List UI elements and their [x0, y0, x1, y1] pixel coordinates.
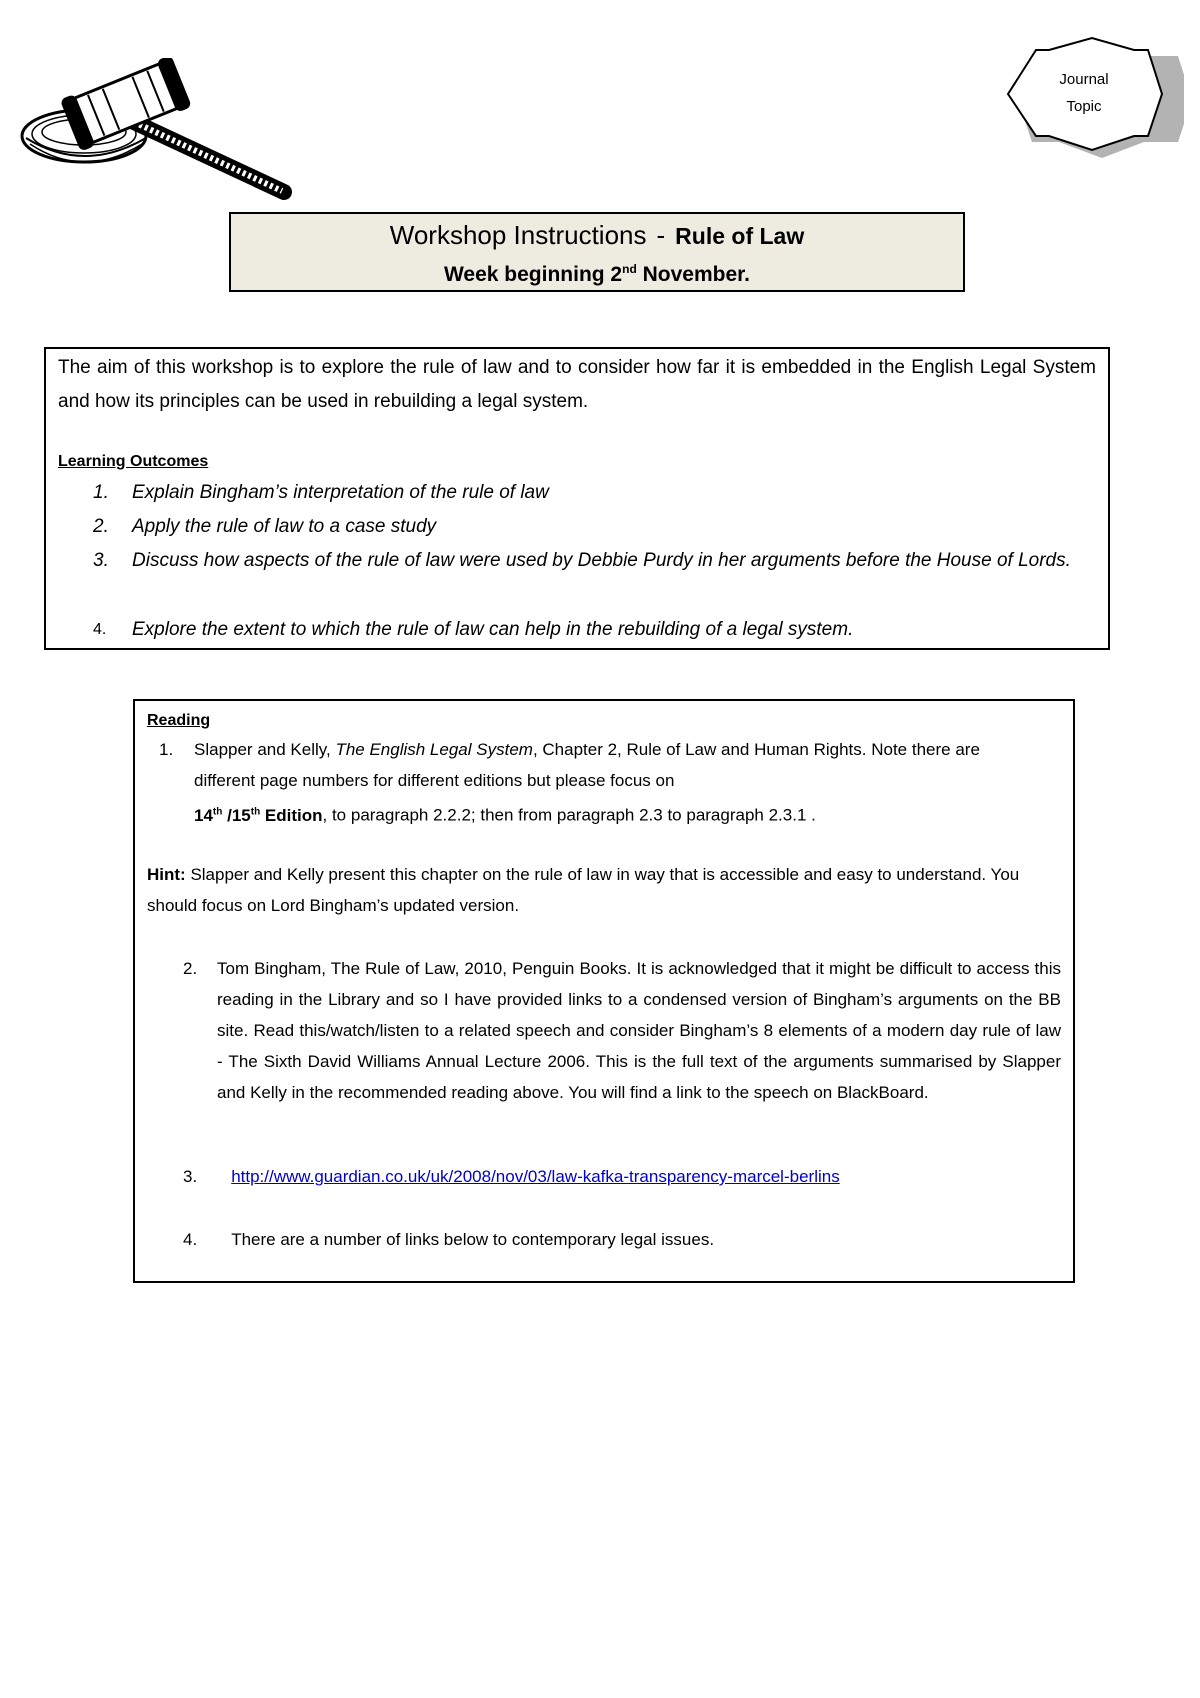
book-title: The English Legal System	[335, 740, 533, 759]
outcome-number: 1.	[93, 482, 109, 503]
learning-outcome-item	[58, 510, 1096, 544]
hint-text: Slapper and Kelly present this chapter on the rule of law in way that is accessible and easy to understand. You should focus on Lord Bingham’s updated version.	[147, 865, 1020, 915]
title-box	[229, 212, 965, 292]
aim-box	[44, 347, 1110, 650]
outcome-text: Apply the rule of law to a case study	[132, 516, 437, 537]
reading-item-text	[194, 734, 1035, 831]
reading-item-number: 1.	[159, 740, 174, 759]
reading-heading: Reading	[147, 712, 211, 729]
title-main: Workshop Instructions	[389, 220, 647, 250]
week-line	[231, 262, 963, 287]
outcome-number: 3.	[93, 550, 109, 571]
outcome-text: Explore the extent to which the rule of law can help in the rebuilding of a legal system.	[132, 619, 854, 640]
title-dash: -	[656, 220, 666, 250]
edition-label: 14th /15th Edition	[194, 805, 323, 825]
learning-outcomes-heading: Learning Outcomes	[58, 453, 209, 470]
week-sup: nd	[622, 262, 637, 276]
reading-item-number: 2.	[183, 959, 198, 978]
reading-item-number: 3.	[183, 1167, 198, 1186]
reading-item	[171, 953, 1061, 1108]
outcome-number: 2.	[93, 516, 109, 537]
page-title	[231, 220, 963, 251]
reading-item-text: Tom Bingham, The Rule of Law, 2010, Penguin Books. It is acknowledged that it might be difficult to access this reading in the Library and so I have provided links to a condensed version of Bingham’s arguments on the BB site. Read this/watch/listen to a related speech and consider Bingham’s 8 elements of a modern day rule of law - The Sixth David Williams Annual Lecture 2006. This is the full text of the arguments summarised by Slapper and Kelly in the recommended reading above. You will find a link to the speech on BlackBoard.	[217, 959, 1061, 1102]
reading-text-part: Slapper and Kelly,	[194, 740, 336, 759]
guardian-link[interactable]: http://www.guardian.co.uk/uk/2008/nov/03/law-kafka-transparency-marcel-berlins	[231, 1167, 840, 1186]
reading-text-part: , Chapter 2, Rule of Law and Human Rights. Note there are different page numbers for different editions but please focus on	[194, 740, 980, 790]
reading-item	[183, 1224, 714, 1255]
reading-item-text: There are a number of links below to contemporary legal issues.	[231, 1230, 715, 1249]
journal-label: Journal	[1059, 71, 1109, 88]
reading-item	[147, 734, 1035, 831]
title-subject: Rule of Law	[675, 223, 805, 249]
reading-item-number: 4.	[183, 1230, 198, 1249]
reading-box	[133, 699, 1075, 1283]
hint-paragraph	[147, 859, 1045, 921]
learning-outcome-item	[58, 476, 1096, 510]
week-suffix: November.	[636, 263, 751, 286]
outcome-number: 4.	[93, 621, 107, 638]
gavel-icon	[14, 58, 304, 203]
aim-text: The aim of this workshop is to explore the rule of law and to consider how far it is embedded in the English Legal System and how its principles can be used in rebuilding a legal system.	[58, 357, 1096, 412]
outcome-text: Explain Bingham’s interpretation of the rule of law	[132, 482, 549, 503]
outcome-text: Discuss how aspects of the rule of law were used by Debbie Purdy in her arguments before the House of Lords.	[132, 550, 1071, 571]
journal-topic-label	[1004, 66, 1164, 120]
week-prefix: Week beginning 2	[443, 263, 623, 286]
topic-label: Topic	[1066, 98, 1102, 115]
reading-text-part: , to paragraph 2.2.2; then from paragraph 2.3 to paragraph 2.3.1 .	[322, 805, 816, 825]
hint-label: Hint:	[147, 865, 186, 884]
learning-outcome-item	[58, 613, 1096, 647]
reading-item	[183, 1161, 840, 1192]
learning-outcome-item	[58, 544, 1096, 578]
